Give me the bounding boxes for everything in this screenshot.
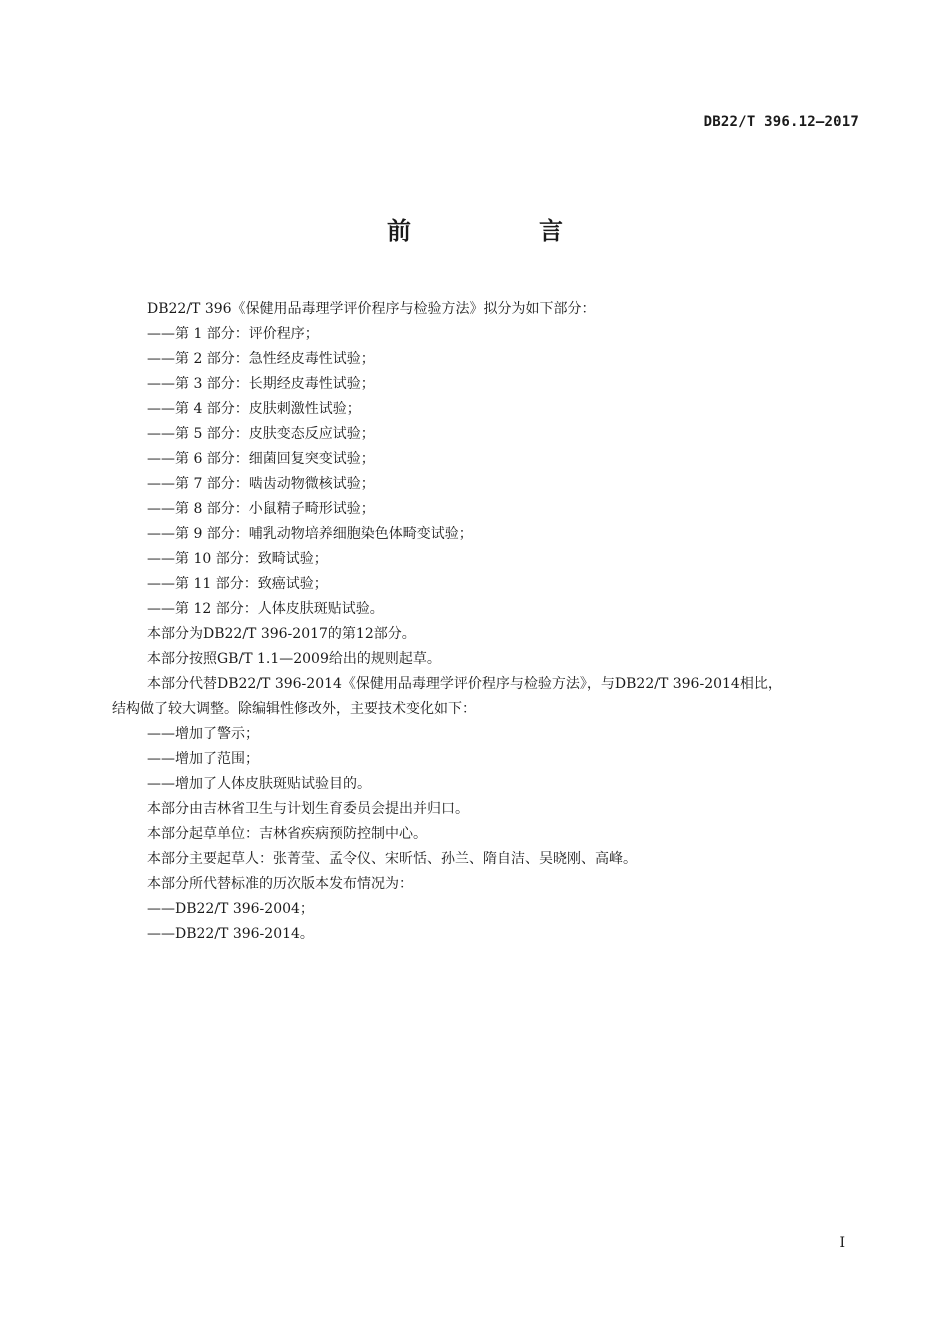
paragraph-line: ——第 3 部分：长期经皮毒性试验； [147,376,375,392]
paragraph-line: 结构做了较大调整。除编辑性修改外，主要技术变化如下： [112,701,476,717]
paragraph-line: ——第 7 部分：啮齿动物微核试验； [147,476,375,492]
paragraph-line: 本部分代替DB22/T 396-2014《保健用品毒理学评价程序与检验方法》，与DB22/T 396-2014相比， [147,676,782,692]
paragraph-line: ——第 11 部分：致癌试验； [147,576,328,592]
paragraph-line: ——第 9 部分：哺乳动物培养细胞染色体畸变试验； [147,526,473,542]
paragraph-line: 本部分为DB22/T 396-2017的第12部分。 [147,626,416,642]
paragraph-line: 本部分按照GB/T 1.1—2009给出的规则起草。 [147,651,441,667]
paragraph-line: ——第 8 部分：小鼠精子畸形试验； [147,501,375,517]
paragraph-line: ——增加了警示； [147,726,259,742]
paragraph-line: ——DB22/T 396-2014。 [147,926,314,942]
foreword-body [112,297,860,947]
paragraph-line: ——第 5 部分：皮肤变态反应试验； [147,426,375,442]
paragraph-line: ——第 10 部分：致畸试验； [147,551,328,567]
paragraph-line: ——DB22/T 396-2004； [147,901,314,917]
page-title: 前 言 [387,217,615,245]
standard-code: DB22/T 396.12—2017 [703,114,859,130]
paragraph-line: 本部分主要起草人：张菁莹、孟令仪、宋昕恬、孙兰、隋自洁、吴晓刚、高峰。 [147,851,637,867]
paragraph-line: ——增加了人体皮肤斑贴试验目的。 [147,776,371,792]
paragraph-line: 本部分所代替标准的历次版本发布情况为： [147,876,413,892]
paragraph-line: ——第 2 部分：急性经皮毒性试验； [147,351,375,367]
paragraph-line: ——第 12 部分：人体皮肤斑贴试验。 [147,601,384,617]
paragraph-line: ——第 4 部分：皮肤刺激性试验； [147,401,361,417]
page-number: I [839,1235,845,1251]
paragraph-line: ——第 6 部分：细菌回复突变试验； [147,451,375,467]
paragraph-line: ——增加了范围； [147,751,259,767]
paragraph-line: DB22/T 396《保健用品毒理学评价程序与检验方法》拟分为如下部分： [147,301,596,317]
paragraph-line: 本部分由吉林省卫生与计划生育委员会提出并归口。 [147,801,469,817]
paragraph-line: ——第 1 部分：评价程序； [147,326,319,342]
paragraph-line: 本部分起草单位：吉林省疾病预防控制中心。 [147,826,427,842]
